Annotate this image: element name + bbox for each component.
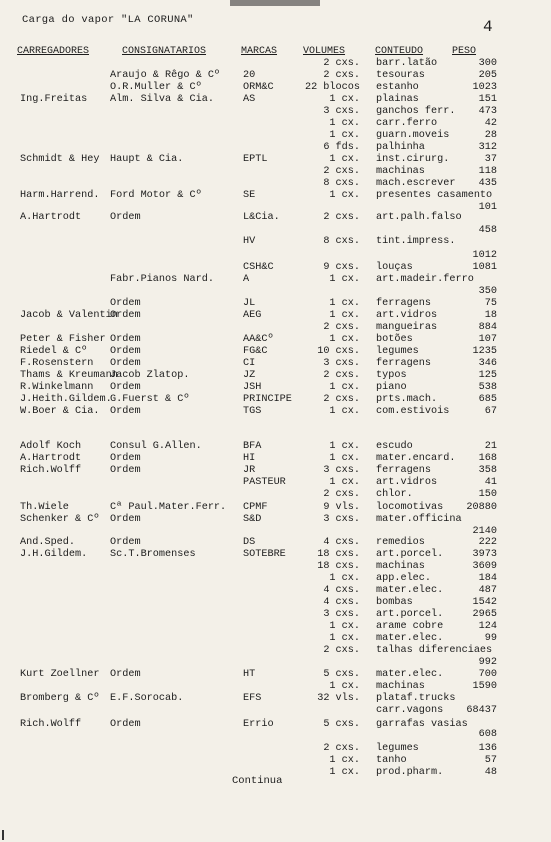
row-volumes: 1 cx.	[329, 130, 360, 141]
scan-artifact	[230, 0, 320, 6]
row-peso: 99	[484, 633, 497, 644]
row-conteudo: mach.escrever	[376, 178, 456, 189]
row-consignatario: Ordem	[110, 719, 141, 730]
row-peso: 312	[478, 142, 497, 153]
row-peso: 168	[478, 453, 497, 464]
row-peso: 487	[478, 585, 497, 596]
row-peso: 2965	[472, 609, 497, 620]
row-volumes: 1 cx.	[329, 453, 360, 464]
row-conteudo: talhas diferenciaes	[376, 645, 493, 656]
row-volumes: 4 cxs.	[323, 597, 360, 608]
row-volumes: 1 cx.	[329, 767, 360, 778]
row-volumes: 32 vls.	[317, 693, 360, 704]
header-peso: PESO	[452, 46, 477, 57]
header-conteudo: CONTEUDO	[375, 46, 424, 57]
row-peso: 205	[478, 70, 497, 81]
row-consignatario: Ordem	[110, 310, 141, 321]
row-marca: PRINCIPE	[243, 394, 292, 405]
row-conteudo: guarn.moveis	[376, 130, 450, 141]
row-volumes: 2 cxs.	[323, 70, 360, 81]
row-volumes: 1 cx.	[329, 154, 360, 165]
row-peso: 118	[478, 166, 497, 177]
row-peso: 1235	[472, 346, 497, 357]
row-conteudo: inst.cirurg.	[376, 154, 450, 165]
row-marca: ORM&C	[243, 82, 274, 93]
row-marca: SE	[243, 190, 256, 201]
row-peso: 42	[484, 118, 497, 129]
scan-edge-mark	[2, 830, 4, 840]
row-marca: HT	[243, 669, 256, 680]
row-volumes: 1 cx.	[329, 406, 360, 417]
row-peso: 3973	[472, 549, 497, 560]
row-carregador: Thams & Kreumann	[20, 370, 118, 381]
row-volumes: 1 cx.	[329, 118, 360, 129]
row-marca: CPMF	[243, 502, 268, 513]
row-conteudo: estanho	[376, 82, 419, 93]
row-volumes: 2 cxs.	[323, 166, 360, 177]
row-volumes: 2 cxs.	[323, 489, 360, 500]
row-volumes: 4 cxs.	[323, 537, 360, 548]
row-marca: FG&C	[243, 346, 268, 357]
row-conteudo: arame cobre	[376, 621, 444, 632]
row-conteudo: legumes	[376, 346, 419, 357]
row-conteudo: mangueiras	[376, 322, 438, 333]
row-conteudo: ferragens	[376, 465, 432, 476]
row-conteudo: louças	[376, 262, 413, 273]
row-volumes: 1 cx.	[329, 310, 360, 321]
row-marca: L&Cia.	[243, 212, 280, 223]
row-peso: 350	[478, 286, 497, 297]
row-volumes: 3 cxs.	[323, 514, 360, 525]
row-volumes: 6 fds.	[323, 142, 360, 153]
row-peso: 458	[478, 225, 497, 236]
row-volumes: 1 cx.	[329, 573, 360, 584]
row-conteudo: mater.elec.	[376, 669, 444, 680]
row-conteudo: escudo	[376, 441, 413, 452]
row-marca: A	[243, 274, 250, 285]
row-volumes: 2 cxs.	[323, 322, 360, 333]
row-volumes: 22 blocos	[304, 82, 360, 93]
row-volumes: 1 cx.	[329, 94, 360, 105]
row-volumes: 1 cx.	[329, 477, 360, 488]
row-consignatario: Araujo & Rêgo & Cº	[110, 70, 221, 81]
row-carregador: A.Hartrodt	[20, 453, 82, 464]
row-consignatario: Ordem	[110, 212, 141, 223]
row-volumes: 18 cxs.	[317, 561, 360, 572]
row-peso: 184	[478, 573, 497, 584]
row-conteudo: machinas	[376, 166, 425, 177]
row-peso: 136	[478, 743, 497, 754]
row-peso: 150	[478, 489, 497, 500]
row-carregador: J.H.Gildem.	[20, 549, 88, 560]
row-carregador: F.Rosenstern	[20, 358, 94, 369]
row-carregador: Schenker & Cº	[20, 514, 100, 525]
row-peso: 3609	[472, 561, 497, 572]
row-conteudo: carr.ferro	[376, 118, 438, 129]
row-peso: 37	[484, 154, 497, 165]
continuation-note: Continua	[232, 775, 283, 787]
row-consignatario: Ordem	[110, 514, 141, 525]
row-carregador: W.Boer & Cia.	[20, 406, 100, 417]
row-carregador: Peter & Fisher	[20, 334, 106, 345]
row-conteudo: mater.encard.	[376, 453, 456, 464]
row-carregador: R.Winkelmann	[20, 382, 94, 393]
row-marca: AA&Cº	[243, 334, 274, 345]
row-conteudo: remedios	[376, 537, 425, 548]
row-marca: CSH&C	[243, 262, 274, 273]
row-peso: 107	[478, 334, 497, 345]
row-consignatario: G.Fuerst & Cº	[110, 394, 190, 405]
row-consignatario: E.F.Sorocab.	[110, 693, 184, 704]
row-peso: 48	[484, 767, 497, 778]
row-consignatario: Jacob Zlatop.	[110, 370, 190, 381]
row-consignatario: Ordem	[110, 406, 141, 417]
row-peso: 538	[478, 382, 497, 393]
row-volumes: 2 cxs.	[323, 394, 360, 405]
row-consignatario: Ordem	[110, 453, 141, 464]
row-volumes: 2 cxs.	[323, 58, 360, 69]
row-volumes: 3 cxs.	[323, 465, 360, 476]
row-carregador: Ing.Freitas	[20, 94, 88, 105]
row-peso: 28	[484, 130, 497, 141]
row-conteudo: prts.mach.	[376, 394, 438, 405]
row-consignatario: Ordem	[110, 346, 141, 357]
row-peso: 685	[478, 394, 497, 405]
row-volumes: 1 cx.	[329, 621, 360, 632]
row-conteudo: mater.elec.	[376, 633, 444, 644]
row-marca: AS	[243, 94, 256, 105]
row-marca: PASTEUR	[243, 477, 286, 488]
row-volumes: 4 cxs.	[323, 585, 360, 596]
row-conteudo: com.estivois	[376, 406, 450, 417]
row-peso: 101	[478, 202, 497, 213]
row-volumes: 1 cx.	[329, 190, 360, 201]
row-conteudo: bombas	[376, 597, 413, 608]
row-carregador: Rich.Wolff	[20, 719, 82, 730]
row-carregador: A.Hartrodt	[20, 212, 82, 223]
row-peso: 151	[478, 94, 497, 105]
row-volumes: 8 cxs.	[323, 178, 360, 189]
row-conteudo: art.palh.falso	[376, 212, 462, 223]
row-conteudo: palhinha	[376, 142, 425, 153]
row-peso: 608	[478, 729, 497, 740]
row-consignatario: Alm. Silva & Cia.	[110, 94, 214, 105]
row-volumes: 1 cx.	[329, 633, 360, 644]
row-marca: AEG	[243, 310, 262, 321]
row-carregador: Kurt Zoellner	[20, 669, 100, 680]
row-marca: CI	[243, 358, 256, 369]
row-marca: HI	[243, 453, 256, 464]
row-marca: Errio	[243, 719, 274, 730]
row-peso: 41	[484, 477, 497, 488]
row-volumes: 2 cxs.	[323, 645, 360, 656]
row-consignatario: Haupt & Cia.	[110, 154, 184, 165]
row-peso: 75	[484, 298, 497, 309]
row-volumes: 1 cx.	[329, 681, 360, 692]
row-conteudo: machinas	[376, 681, 425, 692]
row-marca: EFS	[243, 693, 262, 704]
row-carregador: J.Heith.Gildem.	[20, 394, 112, 405]
row-marca: JSH	[243, 382, 262, 393]
row-consignatario: Ordem	[110, 537, 141, 548]
row-peso: 124	[478, 621, 497, 632]
header-volumes: VOLUMES	[303, 46, 346, 57]
row-peso: 20880	[466, 502, 497, 513]
row-conteudo: app.elec.	[376, 573, 432, 584]
row-consignatario: Ordem	[110, 669, 141, 680]
row-peso: 300	[478, 58, 497, 69]
row-peso: 358	[478, 465, 497, 476]
row-conteudo: carr.vagons	[376, 705, 444, 716]
row-conteudo: botões	[376, 334, 413, 345]
row-peso: 884	[478, 322, 497, 333]
row-peso: 435	[478, 178, 497, 189]
row-consignatario: Fabr.Pianos Nard.	[110, 274, 214, 285]
header-marcas: MARCAS	[241, 46, 278, 57]
row-marca: SOTEBRE	[243, 549, 286, 560]
page-number: 4	[483, 18, 493, 36]
row-volumes: 3 cxs.	[323, 106, 360, 117]
row-marca: TGS	[243, 406, 262, 417]
row-peso: 700	[478, 669, 497, 680]
row-consignatario: O.R.Muller & Cº	[110, 82, 202, 93]
row-peso: 2140	[472, 526, 497, 537]
row-conteudo: prod.pharm.	[376, 767, 444, 778]
row-conteudo: piano	[376, 382, 407, 393]
row-conteudo: ganchos ferr.	[376, 106, 456, 117]
row-conteudo: ferragens	[376, 298, 432, 309]
row-peso: 125	[478, 370, 497, 381]
row-conteudo: barr.latão	[376, 58, 438, 69]
row-consignatario: Ford Motor & Cº	[110, 190, 202, 201]
row-conteudo: legumes	[376, 743, 419, 754]
row-volumes: 9 cxs.	[323, 262, 360, 273]
row-volumes: 8 cxs.	[323, 236, 360, 247]
row-peso: 1012	[472, 250, 497, 261]
row-carregador: Adolf Koch	[20, 441, 82, 452]
row-conteudo: presentes casamento	[376, 190, 493, 201]
row-conteudo: tanho	[376, 755, 407, 766]
row-peso: 346	[478, 358, 497, 369]
row-consignatario: Sc.T.Bromenses	[110, 549, 196, 560]
row-volumes: 1 cx.	[329, 298, 360, 309]
row-volumes: 18 cxs.	[317, 549, 360, 560]
header-carregadores: CARREGADORES	[17, 46, 90, 57]
row-conteudo: art.porcel.	[376, 609, 444, 620]
row-marca: S&D	[243, 514, 262, 525]
row-conteudo: typos	[376, 370, 407, 381]
row-consignatario: Ordem	[110, 382, 141, 393]
row-volumes: 5 cxs.	[323, 719, 360, 730]
row-conteudo: art.madeir.ferro	[376, 274, 474, 285]
row-marca: JL	[243, 298, 256, 309]
row-conteudo: art.vidros	[376, 310, 438, 321]
row-carregador: Rich.Wolff	[20, 465, 82, 476]
row-carregador: And.Sped.	[20, 537, 76, 548]
row-carregador: Harm.Harrend.	[20, 190, 100, 201]
row-carregador: Bromberg & Cº	[20, 693, 100, 704]
row-peso: 473	[478, 106, 497, 117]
row-peso: 1023	[472, 82, 497, 93]
row-conteudo: garrafas vasias	[376, 719, 468, 730]
row-consignatario: Consul G.Allen.	[110, 441, 202, 452]
row-volumes: 1 cx.	[329, 334, 360, 345]
row-volumes: 3 cxs.	[323, 609, 360, 620]
row-consignatario: Ordem	[110, 298, 141, 309]
row-volumes: 1 cx.	[329, 274, 360, 285]
row-conteudo: mater.elec.	[376, 585, 444, 596]
row-conteudo: locomotivas	[376, 502, 444, 513]
row-conteudo: machinas	[376, 561, 425, 572]
row-volumes: 1 cx.	[329, 755, 360, 766]
row-volumes: 2 cxs.	[323, 743, 360, 754]
row-volumes: 2 cxs.	[323, 212, 360, 223]
row-marca: DS	[243, 537, 256, 548]
row-marca: EPTL	[243, 154, 268, 165]
row-volumes: 1 cx.	[329, 382, 360, 393]
row-conteudo: plataf.trucks	[376, 693, 456, 704]
row-carregador: Schmidt & Hey	[20, 154, 100, 165]
row-carregador: Th.Wiele	[20, 502, 69, 513]
row-volumes: 3 cxs.	[323, 358, 360, 369]
row-marca: JZ	[243, 370, 256, 381]
row-conteudo: plainas	[376, 94, 419, 105]
row-peso: 57	[484, 755, 497, 766]
row-peso: 68437	[466, 705, 497, 716]
row-consignatario: Cª Paul.Mater.Ferr.	[110, 502, 227, 513]
header-consignatarios: CONSIGNATARIOS	[122, 46, 207, 57]
row-marca: BFA	[243, 441, 262, 452]
row-conteudo: mater.officina	[376, 514, 462, 525]
row-peso: 222	[478, 537, 497, 548]
row-volumes: 1 cx.	[329, 441, 360, 452]
row-marca: 20	[243, 70, 256, 81]
row-peso: 21	[484, 441, 497, 452]
row-volumes: 5 cxs.	[323, 669, 360, 680]
row-volumes: 2 cxs.	[323, 370, 360, 381]
row-conteudo: tint.impress.	[376, 236, 456, 247]
document-title: Carga do vapor "LA CORUNA"	[22, 14, 194, 26]
row-peso: 1542	[472, 597, 497, 608]
row-conteudo: art.porcel.	[376, 549, 444, 560]
row-peso: 992	[478, 657, 497, 668]
row-carregador: Jacob & Valentin	[20, 310, 118, 321]
row-marca: JR	[243, 465, 256, 476]
row-conteudo: art.vidros	[376, 477, 438, 488]
row-conteudo: ferragens	[376, 358, 432, 369]
row-volumes: 10 cxs.	[317, 346, 360, 357]
row-consignatario: Ordem	[110, 465, 141, 476]
row-volumes: 9 vls.	[323, 502, 360, 513]
row-peso: 67	[484, 406, 497, 417]
row-peso: 1081	[472, 262, 497, 273]
row-conteudo: tesouras	[376, 70, 425, 81]
row-consignatario: Ordem	[110, 358, 141, 369]
row-carregador: Riedel & Cº	[20, 346, 88, 357]
row-peso: 18	[484, 310, 497, 321]
row-consignatario: Ordem	[110, 334, 141, 345]
row-conteudo: chlor.	[376, 489, 413, 500]
row-peso: 1590	[472, 681, 497, 692]
row-marca: HV	[243, 236, 256, 247]
